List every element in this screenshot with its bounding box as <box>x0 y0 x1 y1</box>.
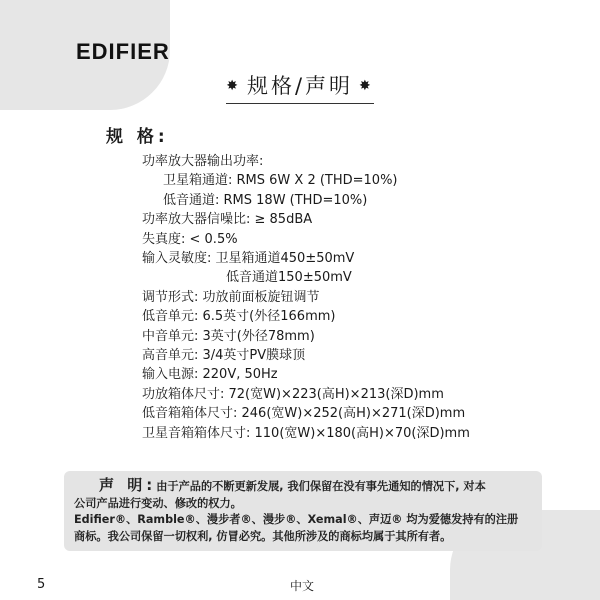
spec-line: 低音单元: 6.5英寸(外径166mm) <box>142 309 336 325</box>
brand-logo: EDIFIER <box>76 39 170 64</box>
section-title-row <box>0 70 600 106</box>
notice-line: 商标。我公司保留一切权利, 仿冒必究。其他所涉及的商标均属于其所有者。 <box>74 529 452 543</box>
spec-line: 卫星音箱箱体尺寸: 110(宽W)×180(高H)×70(深D)mm <box>142 425 470 441</box>
section-title-text: 规格/声明 <box>246 74 354 98</box>
spec-line: 高音单元: 3/4英寸PV膜球顶 <box>142 348 306 364</box>
star-icon: ✸ <box>359 78 374 94</box>
spec-line: 输入灵敏度: 卫星箱通道450±50mV <box>142 251 355 267</box>
spec-line: 调节形式: 功放前面板旋钮调节 <box>142 289 320 305</box>
notice-label: 声 明: <box>99 476 157 494</box>
section-title <box>214 70 386 106</box>
spec-line: 低音通道150±50mV <box>226 270 352 286</box>
notice-line: 公司产品进行变动、修改的权力。 <box>74 496 242 510</box>
language-label: 中文 <box>290 579 315 593</box>
spec-line: 中音单元: 3英寸(外径78mm) <box>142 328 315 344</box>
spec-line: 输入电源: 220V, 50Hz <box>142 367 278 383</box>
notice-line: Edifier®、Ramble®、漫步者®、漫步®、Xemal®、声迈® 均为爱德发持有的注册 <box>74 513 519 527</box>
spec-line: 低音箱箱体尺寸: 246(宽W)×252(高H)×271(深D)mm <box>142 406 466 422</box>
specs-heading: 规 格: <box>106 127 169 147</box>
specs-list <box>142 152 470 443</box>
spec-line: 功率放大器信噪比: ≥ 85dBA <box>142 212 313 228</box>
spec-line: 卫星箱通道: RMS 6W X 2 (THD=10%) <box>163 173 398 189</box>
spec-line: 低音通道: RMS 18W (THD=10%) <box>163 192 368 208</box>
notice-box <box>64 471 542 551</box>
spec-line: 功放箱体尺寸: 72(宽W)×223(高H)×213(深D)mm <box>142 386 444 402</box>
spec-line: 功率放大器输出功率: <box>142 154 264 169</box>
title-underline <box>226 103 374 104</box>
notice-line <box>74 477 532 496</box>
notice-text: 由于产品的不断更新发展, 我们保留在没有事先通知的情况下, 对本 <box>156 480 486 493</box>
spec-line: 失真度: < 0.5% <box>142 231 238 247</box>
page-number: 5 <box>37 577 46 592</box>
star-icon: ✸ <box>226 78 241 94</box>
